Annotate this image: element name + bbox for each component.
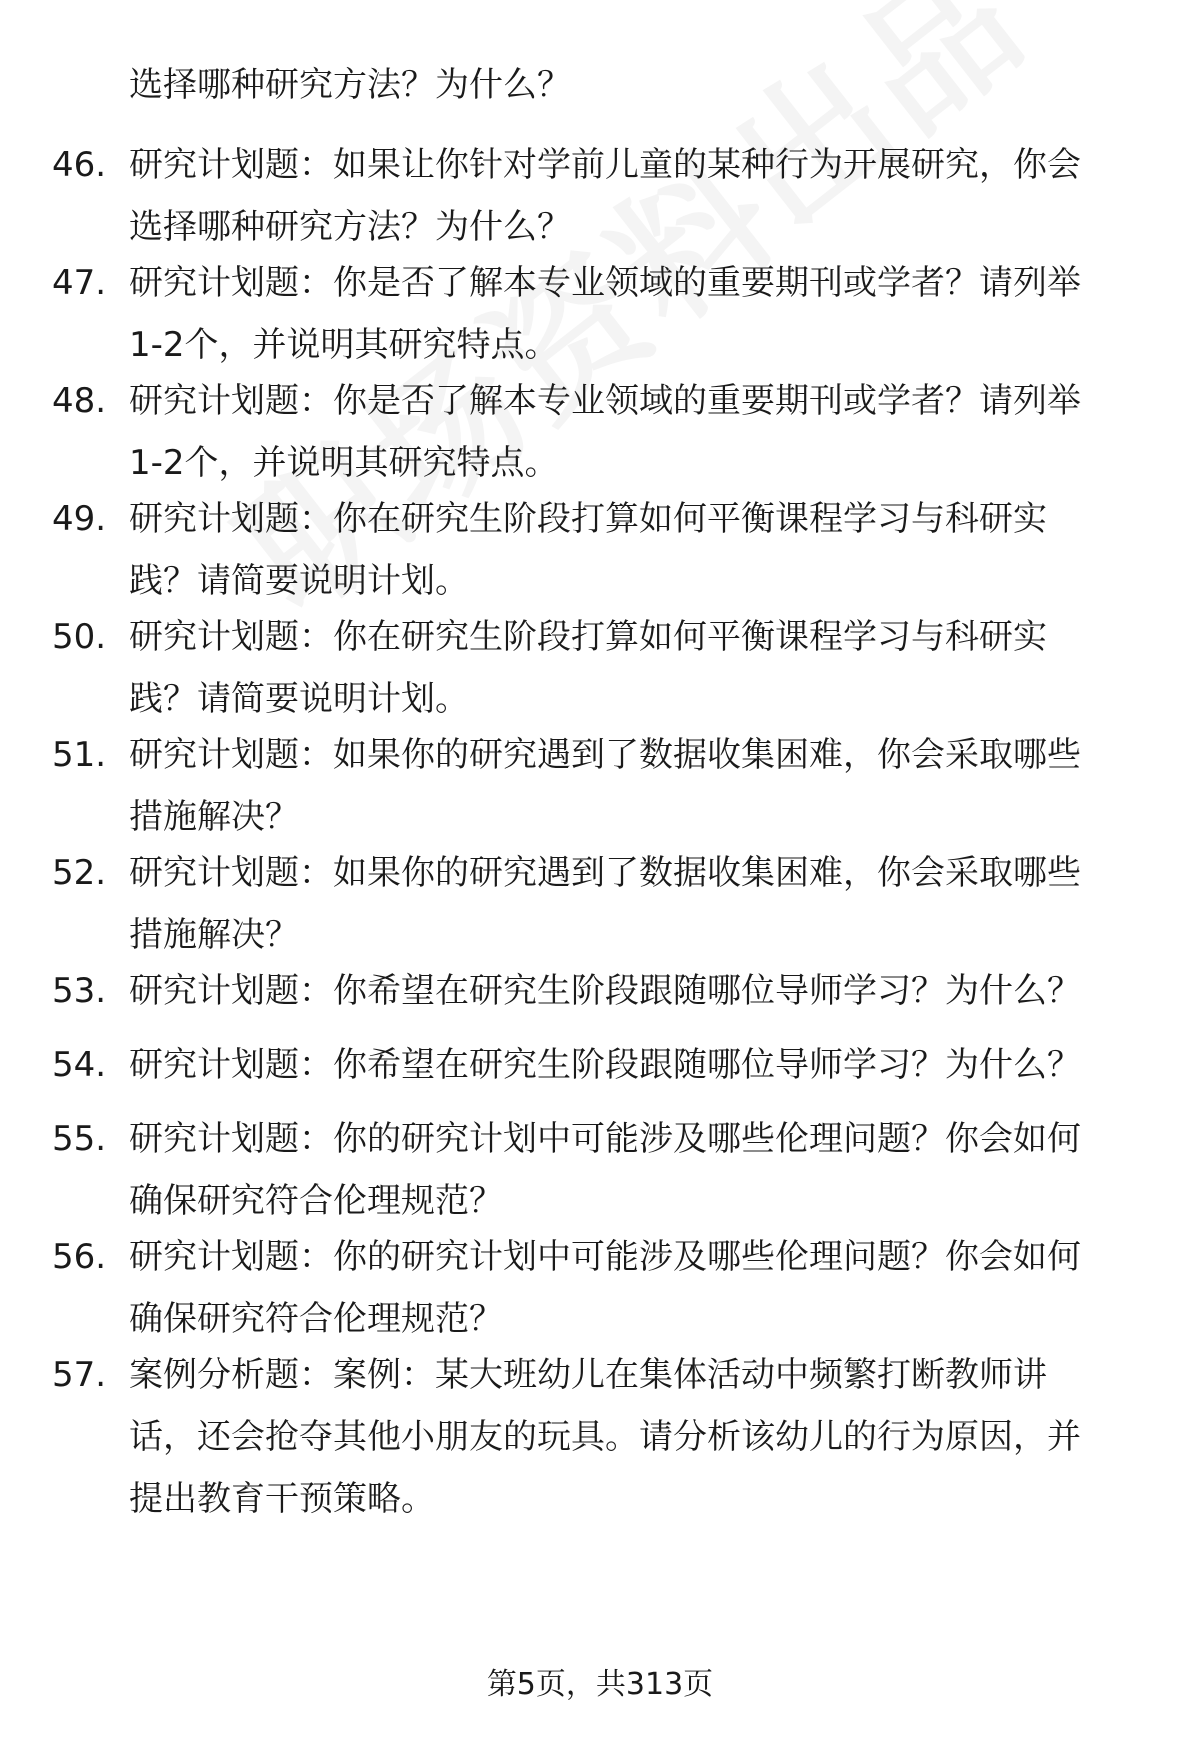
question-number: 48. [52, 381, 107, 421]
continuation-text: 选择哪种研究方法？为什么？ [129, 65, 571, 105]
question-number: 52. [52, 853, 107, 893]
question-text: 研究计划题：你在研究生阶段打算如何平衡课程学习与科研实 践？请简要说明计划。 [129, 499, 1047, 601]
question-text: 研究计划题：如果让你针对学前儿童的某种行为开展研究，你会 选择哪种研究方法？为什么？ [129, 145, 1081, 247]
question-text: 研究计划题：你是否了解本专业领域的重要期刊或学者？请列举 1-2个，并说明其研究特点。 [129, 263, 1081, 365]
question-text: 研究计划题：如果你的研究遇到了数据收集困难，你会采取哪些 措施解决？ [129, 853, 1081, 955]
question-number: 55. [52, 1119, 107, 1159]
question-text: 研究计划题：你希望在研究生阶段跟随哪位导师学习？为什么？ [129, 1045, 1081, 1085]
question-text: 研究计划题：你的研究计划中可能涉及哪些伦理问题？你会如何 确保研究符合伦理规范？ [129, 1237, 1081, 1339]
question-text: 研究计划题：你的研究计划中可能涉及哪些伦理问题？你会如何 确保研究符合伦理规范？ [129, 1119, 1081, 1221]
page-footer: 第5页，共313页 [486, 1667, 714, 1702]
question-text: 研究计划题：你希望在研究生阶段跟随哪位导师学习？为什么？ [129, 971, 1081, 1011]
question-number: 56. [52, 1237, 107, 1277]
question-text: 研究计划题：你在研究生阶段打算如何平衡课程学习与科研实 践？请简要说明计划。 [129, 617, 1047, 719]
question-number: 57. [52, 1355, 107, 1395]
question-number: 53. [52, 971, 107, 1011]
question-text: 研究计划题：你是否了解本专业领域的重要期刊或学者？请列举 1-2个，并说明其研究特点。 [129, 381, 1081, 483]
question-number: 50. [52, 617, 107, 657]
question-text: 研究计划题：如果你的研究遇到了数据收集困难，你会采取哪些 措施解决？ [129, 735, 1081, 837]
question-text: 案例分析题：案例：某大班幼儿在集体活动中频繁打断教师讲 话，还会抢夺其他小朋友的玩具。请分析该幼儿的行为原因，并 提出教育干预策略。 [129, 1355, 1081, 1519]
question-number: 49. [52, 499, 107, 539]
question-number: 51. [52, 735, 107, 775]
question-number: 46. [52, 145, 107, 185]
question-number: 54. [52, 1045, 107, 1085]
question-number: 47. [52, 263, 107, 303]
